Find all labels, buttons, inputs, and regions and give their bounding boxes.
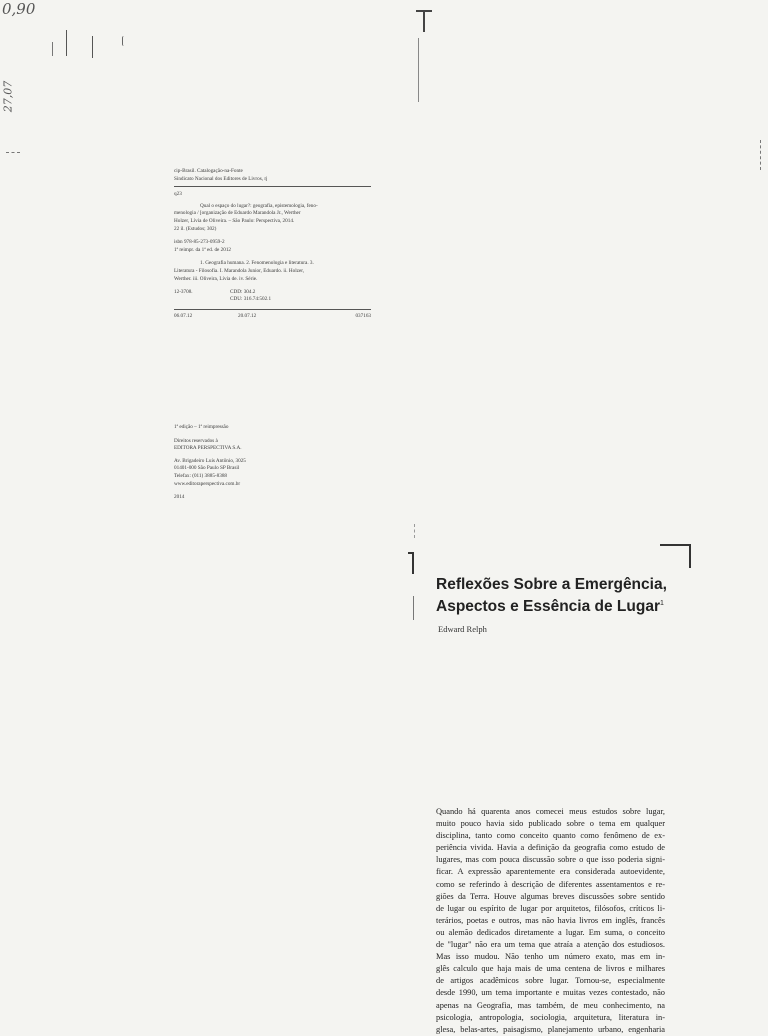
cip-divider [174,309,371,310]
chapter-title-text: Aspectos e Essência de Lugar [436,598,660,616]
rights-line: Direitos reservados à [174,437,218,444]
body-line: giões da Terra. Houve algumas breves discussões sobre sentido [436,891,665,901]
cip-entry [174,203,374,233]
cip-code: q23 [174,191,182,198]
body-line: Quando há quarenta anos comecei meus estudos sobre lugar, [436,807,665,816]
cip-entry-line: Qual o espaço do lugar?: geografia, epistemologia, feno- [200,202,318,209]
reprint-line: 1ª reimpr. da 1ª ed. de 2012 [174,246,232,253]
cip-header-line: Sindicato Nacional dos Editores de Livros, rj [174,175,268,182]
cip-footer [174,313,371,323]
body-line: de artigos acadêmicos sobre lugar. Tornou-se, especialmente [436,976,665,986]
handwritten-number: 0,90 [2,0,36,18]
phone-line: Telefax: (011) 3885-8388 [174,472,228,479]
pencil-mark [6,152,20,154]
subject-line: Literatura - Filosofia. I. Marandola Junior, Eduardo. ii. Holzer, [174,267,305,274]
catalog-number: 12-3708. [174,289,193,296]
scan-mark [660,544,690,546]
publisher-block [174,424,374,502]
body-line: glês calculo que haja mais de uma centena de livros e milhares [436,964,665,974]
body-line: ou alemão dedicados diretamente a lugar. Em suma, o conceito [436,927,665,937]
cip-header-line: cip-Brasil. Catalogação-na-Fonte [174,168,243,174]
website-line: www.editoraperspectiva.com.br [174,480,241,487]
cip-block [174,168,374,323]
cip-entry-line: 22 il. (Estudos; 302) [174,225,217,232]
cip-subjects [174,260,374,283]
cip-entry-line: menologia / [organização de Eduardo Marandola Jr., Werther [174,210,301,217]
footnote-marker: 1 [659,600,664,607]
body-line: glesa, belas-artes, paisagismo, planejamento urbano, engenharia [436,1024,665,1034]
body-line: psicologia, antropologia, sociologia, arquitetura, literatura in- [436,1012,665,1022]
scan-mark [418,38,419,102]
publication-year: 2014 [174,494,185,501]
cip-header [174,168,374,183]
body-line: apenas na Geografia, mas também, de meu conhecimento, na [436,1000,665,1010]
handwritten-side-number: 27,07 [1,80,15,113]
footer-date: 20.07.12 [238,313,257,320]
pencil-mark [122,36,126,46]
footer-code: 037163 [355,313,371,320]
body-line: periência vivida. Havia a definição da geografia como estudo de [436,843,665,853]
body-line: muito pouco havia sido publicado sobre o tema em qualquer [436,819,665,829]
chapter-title [436,575,667,616]
edition-line: 1ª edição – 1ª reimpressão [174,424,229,430]
scan-mark [760,140,762,170]
publisher-name: EDITORA PERSPECTIVA S.A. [174,445,242,452]
body-line: ficar. A expressão aparentemente era considerada autoevidente, [436,867,665,877]
pencil-mark [92,36,93,58]
address-line: 01401-000 São Paulo SP Brasil [174,465,240,472]
subject-line: Werther. iii. Oliveira, Lívia de. iv. Série. [174,275,258,282]
body-line: disciplina, tanto como conceito quanto como fenômeno de ex- [436,831,665,841]
chapter-title-line: Reflexões Sobre a Emergência, [436,576,667,593]
chapter-body [436,806,665,1036]
body-line: Mas isso mudou. Não tenho um número exato, mas em in- [436,952,665,962]
scan-mark [689,544,691,568]
scan-mark [423,10,425,32]
isbn-line: isbn 978-85-273-0959-2 [174,239,225,246]
pencil-mark [52,42,53,56]
body-line: lugares, mas com pouca discussão sobre o que isso poderia signi- [436,855,665,865]
pencil-mark [66,30,67,56]
cip-classification [174,289,374,305]
cdu-code: CDU: 316.74:502.1 [230,296,272,303]
chapter-author: Edward Relph [438,624,487,634]
chapter-title-line [436,594,667,616]
body-line: como se referindo à descrição de diferentes assentamentos e re- [436,879,665,889]
body-line: de lugar ou espírito de lugar por arquitetos, filósofos, críticos li- [436,903,665,913]
body-line: desde 1990, um tema importante e muitas vezes contestado, não [436,988,665,998]
cip-isbn [174,239,374,254]
subject-line: 1. Geografia humana. 2. Fenomenologia e literatura. 3. [200,260,314,267]
cip-entry-line: Holzer, Lívia de Oliveira. – São Paulo: Perspectiva, 2014. [174,217,295,224]
footer-date: 06.07.12 [174,313,193,320]
body-line: terários, poetas e outros, mas não havia livros em inglês, francês [436,915,665,925]
body-line: de "lugar" não era um tema que atraía a atenção dos estudiosos. [436,940,665,950]
scan-mark [413,596,414,620]
cip-divider [174,186,371,187]
cdd-code: CDD: 304.2 [230,289,256,296]
address-line: Av. Brigadeiro Luís Antônio, 3025 [174,457,246,464]
scan-mark [414,524,416,538]
scan-mark [412,552,414,574]
